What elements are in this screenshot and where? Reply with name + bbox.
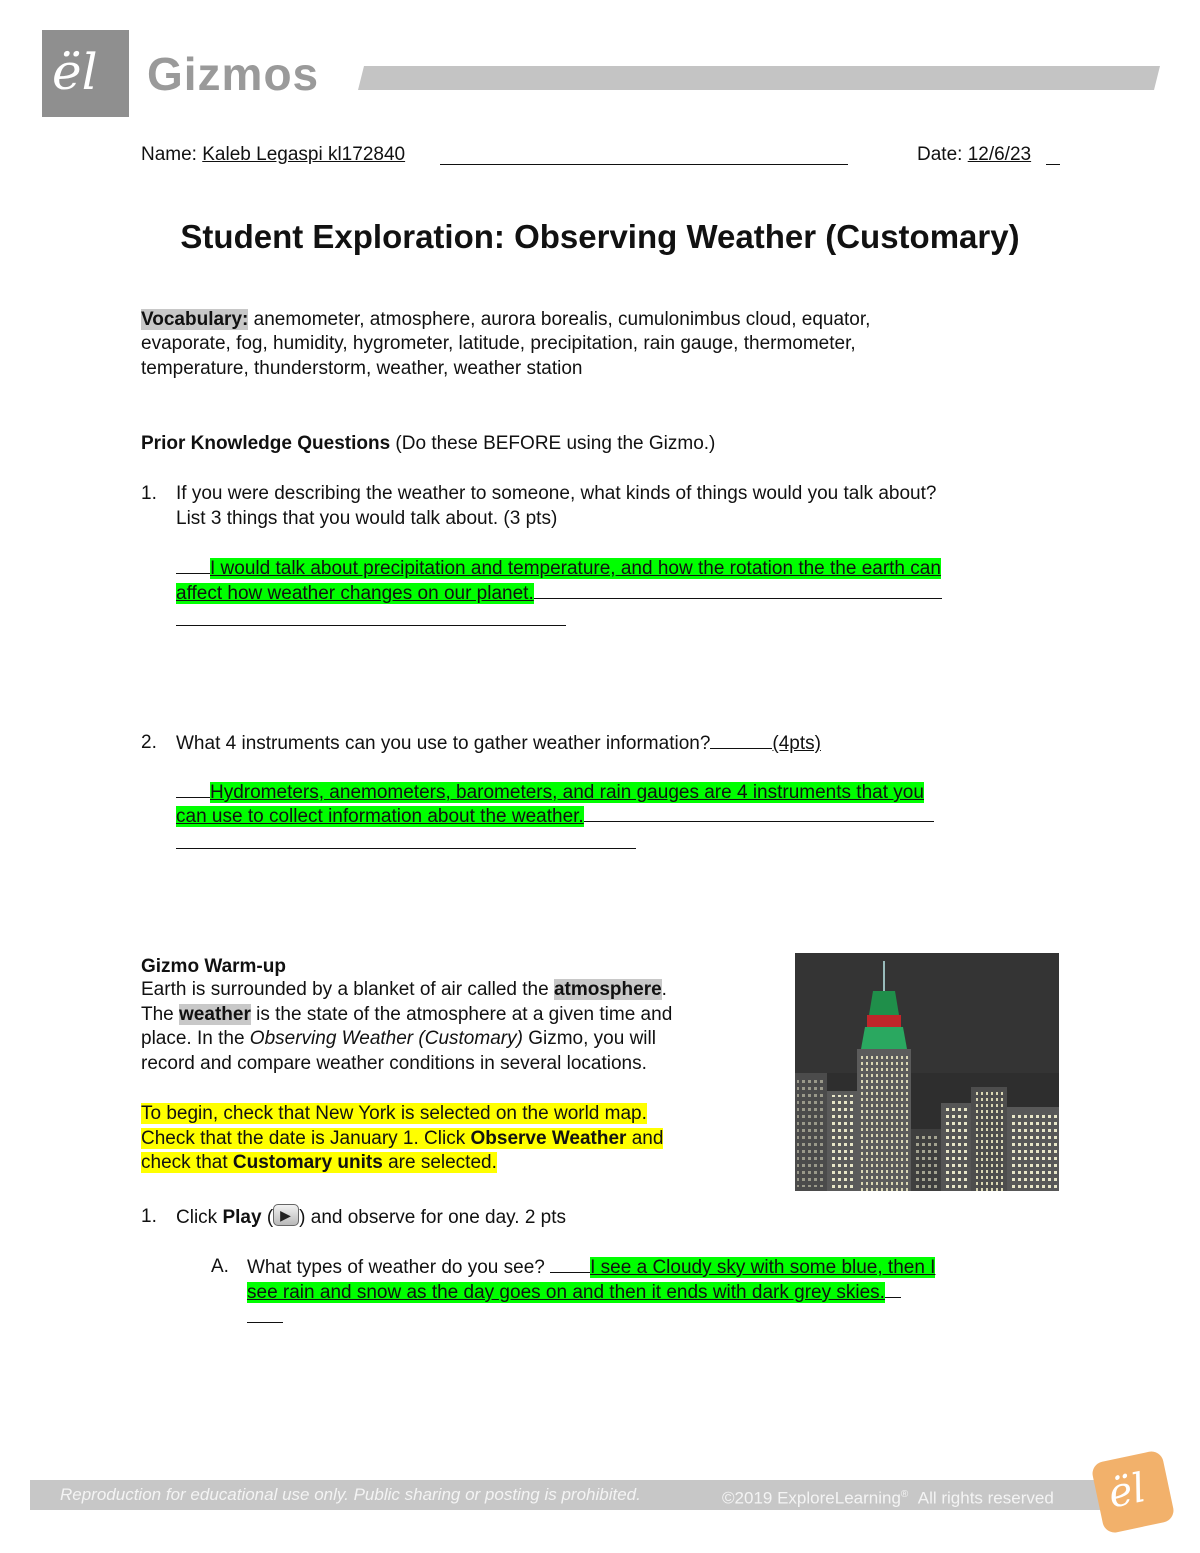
answer-1-blank-line xyxy=(176,607,566,626)
answer-1-line-2: affect how weather changes on our planet. xyxy=(176,580,942,606)
warmup-paragraph-line-2: The weather is the state of the atmosphere at a given time and xyxy=(141,1004,673,1025)
answer-2-line-2: can use to collect information about the weather. xyxy=(176,803,934,829)
step-1-number: 1. xyxy=(141,1206,157,1227)
skyline-illustration xyxy=(795,953,1059,1191)
warmup-paragraph-line-3: place. In the Observing Weather (Customary) Gizmo, you will xyxy=(141,1028,656,1049)
answer-2-line-1: Hydrometers, anemometers, barometers, and rain gauges are 4 instruments that you xyxy=(176,779,924,805)
instruction-line-3: check that Customary units are selected. xyxy=(141,1152,497,1173)
name-underline xyxy=(440,146,848,165)
question-2-text: What 4 instruments can you use to gather weather information? (4pts) xyxy=(176,730,821,756)
warmup-paragraph-line-1: Earth is surrounded by a blanket of air called the atmosphere. xyxy=(141,979,667,1000)
step-a-letter: A. xyxy=(211,1256,229,1277)
gizmos-brand: Gizmos xyxy=(147,48,320,100)
name-label: Name: xyxy=(141,144,197,165)
vocabulary-line-1: Vocabulary: anemometer, atmosphere, aurora borealis, cumulonimbus cloud, equator, xyxy=(141,309,871,330)
warmup-heading: Gizmo Warm-up xyxy=(141,956,286,977)
step-a-answer-line-2: see rain and snow as the day goes on and then it ends with dark grey skies. xyxy=(247,1279,901,1305)
question-1-number: 1. xyxy=(141,483,157,504)
date-row xyxy=(917,142,1031,167)
date-value: 12/6/23 xyxy=(967,144,1032,165)
name-row xyxy=(141,142,405,167)
footer-copyright: ©2019 ExploreLearning® All rights reserved xyxy=(722,1488,1054,1508)
date-underline xyxy=(1046,146,1060,165)
vocabulary-label: Vocabulary: xyxy=(141,309,249,330)
answer-1-line-1: I would talk about precipitation and temperature, and how the rotation the the earth can xyxy=(176,555,941,581)
question-2-number: 2. xyxy=(141,732,157,753)
question-1-line-1: If you were describing the weather to someone, what kinds of things would you talk about? xyxy=(176,483,937,504)
instruction-line-1: To begin, check that New York is selected on the world map. xyxy=(141,1103,647,1124)
step-1-text: Click Play ( ▶ ) and observe for one day. 2 pts xyxy=(176,1204,566,1230)
warmup-paragraph-line-4: record and compare weather conditions in several locations. xyxy=(141,1053,647,1074)
step-a-question: What types of weather do you see? I see a Cloudy sky with some blue, then I xyxy=(247,1254,935,1280)
prior-knowledge-heading: Prior Knowledge Questions (Do these BEFORE using the Gizmo.) xyxy=(141,433,716,454)
new-york-skyline-photo xyxy=(795,953,1059,1191)
answer-2-blank-line xyxy=(176,830,636,849)
instruction-line-2: Check that the date is January 1. Click Observe Weather and xyxy=(141,1128,664,1149)
explorelearning-logo: ël xyxy=(42,30,129,117)
name-value: Kaleb Legaspi kl172840 xyxy=(202,144,406,165)
step-a-blank-line xyxy=(247,1304,283,1323)
footer-explorelearning-logo: ël xyxy=(1090,1449,1175,1534)
footer-notice: Reproduction for educational use only. Public sharing or posting is prohibited. xyxy=(60,1485,641,1504)
vocabulary-line-2: evaporate, fog, humidity, hygrometer, latitude, precipitation, rain gauge, thermometer, xyxy=(141,333,856,354)
play-icon: ▶ xyxy=(273,1204,299,1226)
vocabulary-line-3: temperature, thunderstorm, weather, weather station xyxy=(141,358,583,379)
date-label: Date: xyxy=(917,144,963,165)
question-1-line-2: List 3 things that you would talk about. (3 pts) xyxy=(176,508,558,529)
page-title: Student Exploration: Observing Weather (Customary) xyxy=(180,218,1020,255)
header-bar xyxy=(358,66,1160,90)
